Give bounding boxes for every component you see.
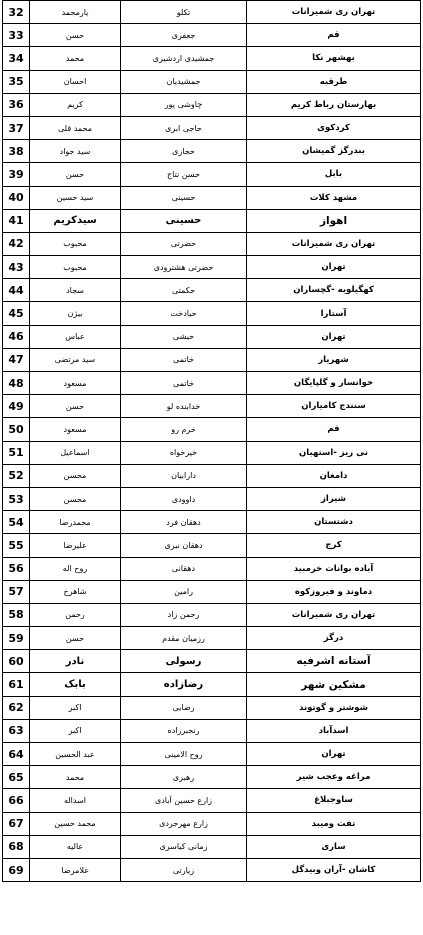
row-number: 44 — [3, 279, 30, 302]
row-number: 56 — [3, 557, 30, 580]
first-name-cell: محمد — [30, 766, 121, 789]
constituency-cell: سنندج کامیاران — [247, 395, 421, 418]
table-row — [3, 673, 421, 696]
first-name-cell: مسعود — [30, 418, 121, 441]
row-number: 59 — [3, 627, 30, 650]
constituency-cell: اسدآباد — [247, 719, 421, 742]
constituency-cell: شیراز — [247, 487, 421, 510]
row-number: 68 — [3, 835, 30, 858]
table-row — [3, 627, 421, 650]
constituency-cell: آستانه اشرفیه — [247, 650, 421, 673]
first-name-cell: محبوب — [30, 256, 121, 279]
row-number: 34 — [3, 47, 30, 70]
constituency-cell: بهارستان رباط کریم — [247, 93, 421, 116]
first-name-cell: نادر — [30, 650, 121, 673]
last-name-cell: دارابیان — [121, 464, 247, 487]
table-row — [3, 719, 421, 742]
table-row — [3, 256, 421, 279]
table-row — [3, 441, 421, 464]
first-name-cell: بیژن — [30, 302, 121, 325]
table-row — [3, 325, 421, 348]
constituency-cell: آباده بوانات خرمبید — [247, 557, 421, 580]
first-name-cell: بابک — [30, 673, 121, 696]
table-row — [3, 487, 421, 510]
table-row — [3, 650, 421, 673]
constituency-cell: مراغه وعجب شیر — [247, 766, 421, 789]
row-number: 69 — [3, 858, 30, 881]
row-number: 62 — [3, 696, 30, 719]
table-row — [3, 47, 421, 70]
table-row — [3, 464, 421, 487]
first-name-cell: محمد حسین — [30, 812, 121, 835]
row-number: 35 — [3, 70, 30, 93]
last-name-cell: رضازاده — [121, 673, 247, 696]
last-name-cell: رنجبرزاده — [121, 719, 247, 742]
first-name-cell: سجاد — [30, 279, 121, 302]
table-row — [3, 24, 421, 47]
last-name-cell: حضرتی هشترودی — [121, 256, 247, 279]
first-name-cell: سیدکریم — [30, 209, 121, 232]
last-name-cell: دهقان فرد — [121, 511, 247, 534]
constituency-cell: کردکوی — [247, 116, 421, 139]
constituency-cell: شوشتر و گوتوند — [247, 696, 421, 719]
constituency-cell: آستارا — [247, 302, 421, 325]
last-name-cell: خرم رو — [121, 418, 247, 441]
constituency-cell: تهران — [247, 325, 421, 348]
first-name-cell: سید حسین — [30, 186, 121, 209]
constituency-cell: تهران ری شمیرانات — [247, 232, 421, 255]
table-row — [3, 116, 421, 139]
first-name-cell: روح اله — [30, 557, 121, 580]
constituency-cell: کاشان -آران وبیدگل — [247, 858, 421, 881]
first-name-cell: غلامرضا — [30, 858, 121, 881]
last-name-cell: حسینی — [121, 186, 247, 209]
constituency-cell: مشکین شهر — [247, 673, 421, 696]
table-row — [3, 580, 421, 603]
first-name-cell: محسن — [30, 487, 121, 510]
constituency-cell: دشتستان — [247, 511, 421, 534]
table-row — [3, 858, 421, 881]
table-row — [3, 835, 421, 858]
last-name-cell: دهقان نیری — [121, 534, 247, 557]
table-row — [3, 418, 421, 441]
table-row — [3, 163, 421, 186]
last-name-cell: خیرخواه — [121, 441, 247, 464]
first-name-cell: محبوب — [30, 232, 121, 255]
first-name-cell: علیرضا — [30, 534, 121, 557]
last-name-cell: دهقانی — [121, 557, 247, 580]
first-name-cell: حسن — [30, 395, 121, 418]
row-number: 51 — [3, 441, 30, 464]
constituency-cell: کهگیلویه -گچساران — [247, 279, 421, 302]
constituency-cell: تفت ومیبد — [247, 812, 421, 835]
row-number: 64 — [3, 743, 30, 766]
table-row — [3, 279, 421, 302]
last-name-cell: روح الامینی — [121, 743, 247, 766]
row-number: 61 — [3, 673, 30, 696]
constituency-cell: طرقبه — [247, 70, 421, 93]
first-name-cell: حسن — [30, 627, 121, 650]
row-number: 55 — [3, 534, 30, 557]
last-name-cell: تکلو — [121, 1, 247, 24]
constituency-cell: خوانسار و گلپایگان — [247, 372, 421, 395]
table-row — [3, 603, 421, 626]
first-name-cell: شاهرخ — [30, 580, 121, 603]
row-number: 60 — [3, 650, 30, 673]
first-name-cell: اکبر — [30, 696, 121, 719]
first-name-cell: اسداله — [30, 789, 121, 812]
row-number: 58 — [3, 603, 30, 626]
row-number: 49 — [3, 395, 30, 418]
row-number: 40 — [3, 186, 30, 209]
constituency-cell: دماوند و فیروزکوه — [247, 580, 421, 603]
table-row — [3, 70, 421, 93]
first-name-cell: کریم — [30, 93, 121, 116]
row-number: 46 — [3, 325, 30, 348]
first-name-cell: عباس — [30, 325, 121, 348]
table-row — [3, 534, 421, 557]
row-number: 41 — [3, 209, 30, 232]
constituency-cell: تهران — [247, 743, 421, 766]
last-name-cell: حجازی — [121, 140, 247, 163]
constituency-cell: ساوجبلاغ — [247, 789, 421, 812]
table-row — [3, 812, 421, 835]
table-row — [3, 186, 421, 209]
table-row — [3, 302, 421, 325]
row-number: 43 — [3, 256, 30, 279]
table-row — [3, 1, 421, 24]
table-row — [3, 696, 421, 719]
row-number: 36 — [3, 93, 30, 116]
last-name-cell: داوودی — [121, 487, 247, 510]
row-number: 63 — [3, 719, 30, 742]
row-number: 48 — [3, 372, 30, 395]
last-name-cell: حیشی — [121, 325, 247, 348]
first-name-cell: مسعود — [30, 372, 121, 395]
row-number: 66 — [3, 789, 30, 812]
last-name-cell: خاتمی — [121, 372, 247, 395]
first-name-cell: محمد قلی — [30, 116, 121, 139]
constituency-cell: تهران — [247, 256, 421, 279]
constituency-cell: اهواز — [247, 209, 421, 232]
first-name-cell: حسن — [30, 163, 121, 186]
first-name-cell: اسماعیل — [30, 441, 121, 464]
constituency-cell: قم — [247, 24, 421, 47]
last-name-cell: چاوشی پور — [121, 93, 247, 116]
constituency-cell: بهشهر نکا — [247, 47, 421, 70]
last-name-cell: رسولی — [121, 650, 247, 673]
row-number: 39 — [3, 163, 30, 186]
first-name-cell: عبد الحسین — [30, 743, 121, 766]
row-number: 32 — [3, 1, 30, 24]
last-name-cell: رهبری — [121, 766, 247, 789]
first-name-cell: سید جواد — [30, 140, 121, 163]
last-name-cell: حسن نتاج — [121, 163, 247, 186]
constituency-cell: درگز — [247, 627, 421, 650]
first-name-cell: یارمحمد — [30, 1, 121, 24]
constituency-cell: کرج — [247, 534, 421, 557]
last-name-cell: حکمتی — [121, 279, 247, 302]
last-name-cell: زیارتی — [121, 858, 247, 881]
first-name-cell: عالیه — [30, 835, 121, 858]
first-name-cell: محمدرضا — [30, 511, 121, 534]
last-name-cell: خاتمی — [121, 348, 247, 371]
constituency-cell: بابل — [247, 163, 421, 186]
table-row — [3, 766, 421, 789]
last-name-cell: حاجی ابری — [121, 116, 247, 139]
last-name-cell: زارع مهرجردی — [121, 812, 247, 835]
constituency-cell: تهران ری شمیرانات — [247, 603, 421, 626]
constituency-cell: شهریار — [247, 348, 421, 371]
last-name-cell: رحمن زاد — [121, 603, 247, 626]
table-row — [3, 93, 421, 116]
table-row — [3, 789, 421, 812]
last-name-cell: رزمیان مقدم — [121, 627, 247, 650]
first-name-cell: سید مرتضی — [30, 348, 121, 371]
last-name-cell: حسینی — [121, 209, 247, 232]
first-name-cell: احسان — [30, 70, 121, 93]
last-name-cell: جمشیدی اردشیری — [121, 47, 247, 70]
table-row — [3, 232, 421, 255]
last-name-cell: زمانی کیاسری — [121, 835, 247, 858]
last-name-cell: جمشیدیان — [121, 70, 247, 93]
row-number: 53 — [3, 487, 30, 510]
constituency-cell: تهران ری شمیرانات — [247, 1, 421, 24]
table-row — [3, 209, 421, 232]
last-name-cell: حضرتی — [121, 232, 247, 255]
last-name-cell: رضایی — [121, 696, 247, 719]
constituency-cell: مشهد کلات — [247, 186, 421, 209]
row-number: 33 — [3, 24, 30, 47]
constituency-cell: بندرگز گمیشان — [247, 140, 421, 163]
row-number: 67 — [3, 812, 30, 835]
last-name-cell: خدابنده لو — [121, 395, 247, 418]
row-number: 37 — [3, 116, 30, 139]
first-name-cell: حسن — [30, 24, 121, 47]
table-row — [3, 372, 421, 395]
constituency-cell: ساری — [247, 835, 421, 858]
table-row — [3, 743, 421, 766]
row-number: 57 — [3, 580, 30, 603]
row-number: 45 — [3, 302, 30, 325]
constituency-cell: نی ریز -استهبان — [247, 441, 421, 464]
row-number: 52 — [3, 464, 30, 487]
row-number: 50 — [3, 418, 30, 441]
row-number: 65 — [3, 766, 30, 789]
last-name-cell: جعفری — [121, 24, 247, 47]
row-number: 54 — [3, 511, 30, 534]
first-name-cell: محسن — [30, 464, 121, 487]
first-name-cell: اکبر — [30, 719, 121, 742]
row-number: 38 — [3, 140, 30, 163]
last-name-cell: حیادخت — [121, 302, 247, 325]
table-row — [3, 511, 421, 534]
first-name-cell: محمد — [30, 47, 121, 70]
row-number: 42 — [3, 232, 30, 255]
table-row — [3, 557, 421, 580]
first-name-cell: رحمن — [30, 603, 121, 626]
constituency-cell: دامغان — [247, 464, 421, 487]
table-row — [3, 348, 421, 371]
row-number: 47 — [3, 348, 30, 371]
candidates-table — [2, 0, 421, 882]
last-name-cell: رامین — [121, 580, 247, 603]
table-row — [3, 395, 421, 418]
last-name-cell: زارع حسین آبادی — [121, 789, 247, 812]
constituency-cell: قم — [247, 418, 421, 441]
table-row — [3, 140, 421, 163]
